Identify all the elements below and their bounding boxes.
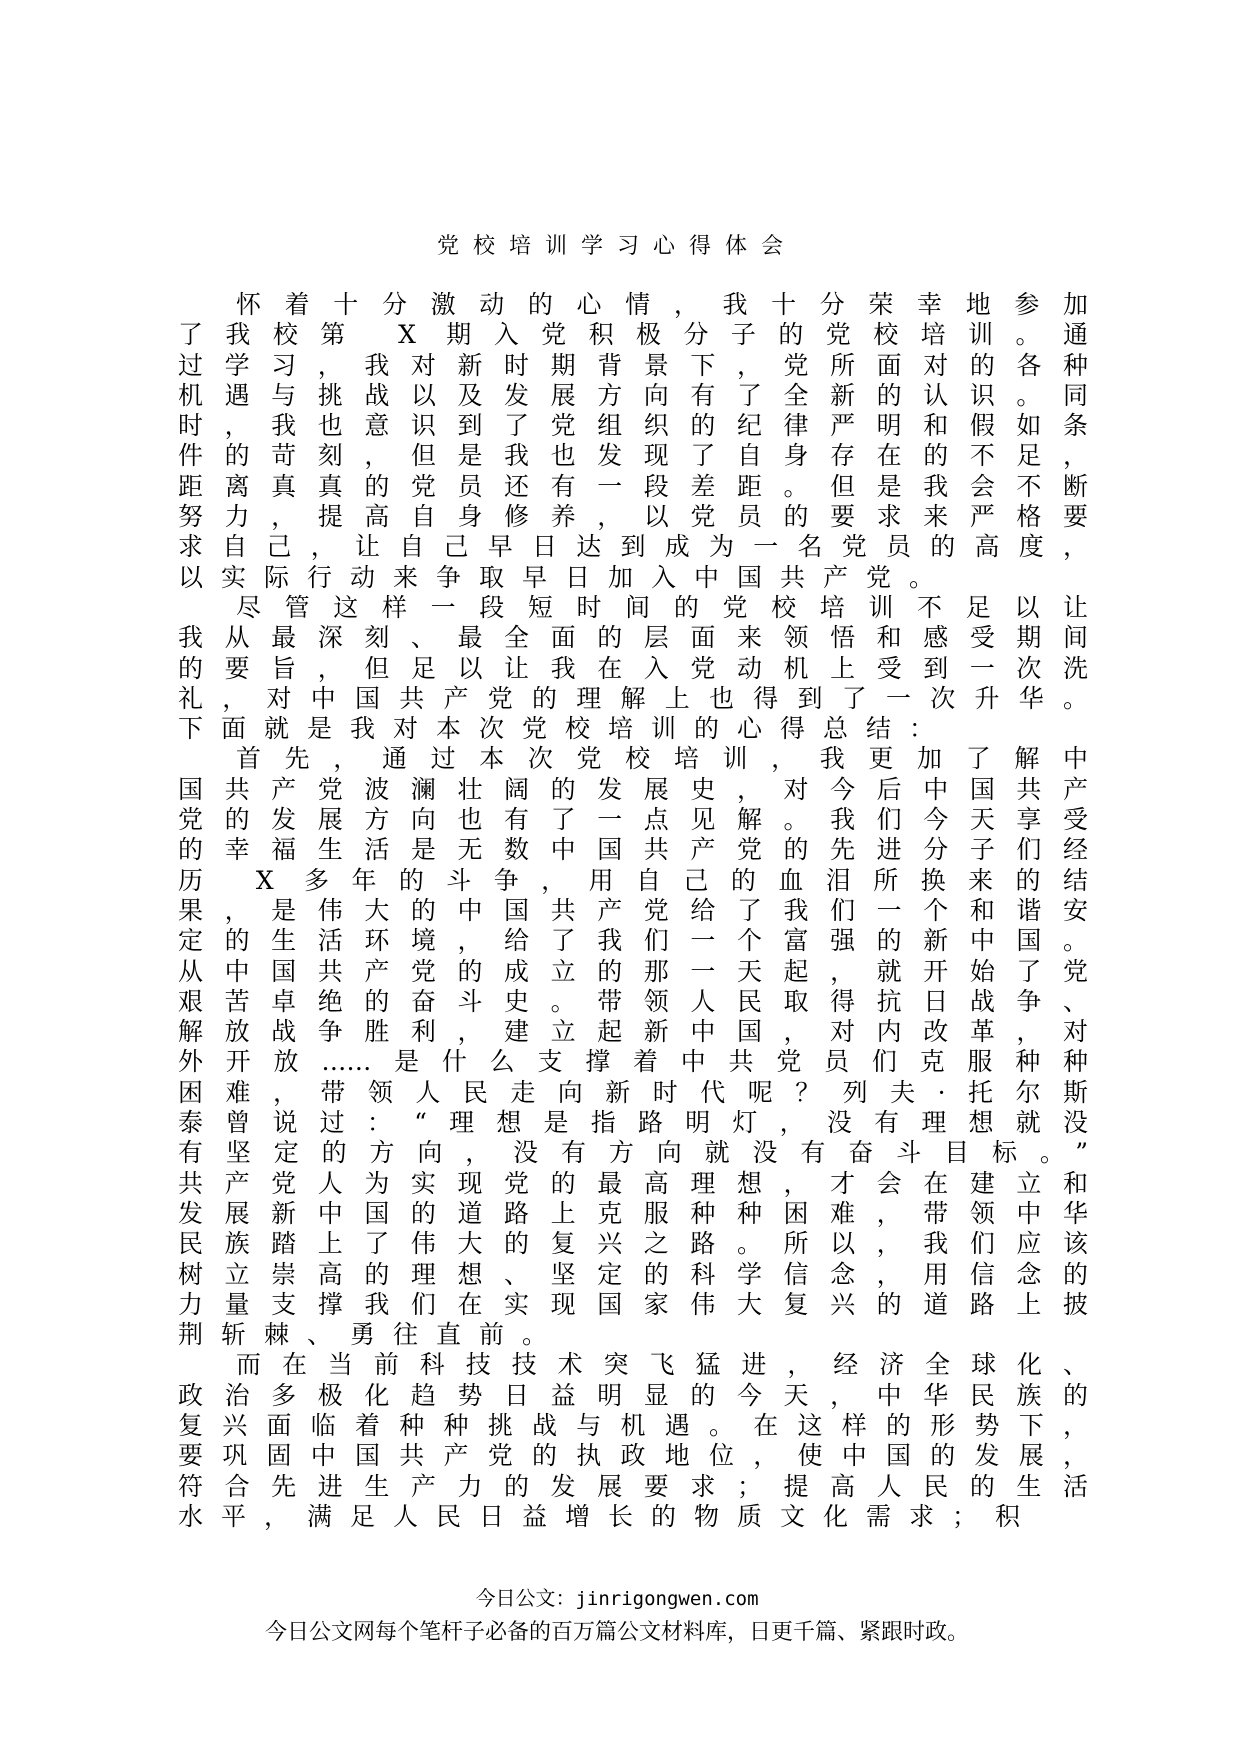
text-line: 水平，满足人民日益增长的物质文化需求；积 (178, 1501, 1039, 1531)
text-line: 艰苦卓绝的奋斗史。带领人民取得抗日战争、 (178, 986, 1088, 1016)
text-line: 怀着十分激动的心情，我十分荣幸地参加 (236, 290, 1088, 319)
text-line: 首先，通过本次党校培训，我更加了解中 (236, 744, 1088, 774)
text-line: 荆斩棘、勇往直前。 (178, 1320, 566, 1350)
text-line: 国共产党波澜壮阔的发展史，对今后中国共产 (178, 774, 1088, 804)
text-line: 树立崇高的理想、坚定的科学信念，用信念的 (178, 1259, 1088, 1289)
text-line: 尽管这样一段短时间的党校培训不足以让 (236, 592, 1088, 622)
text-line: 困难，带领人民走向新时代呢？列夫·托尔斯 (178, 1077, 1088, 1107)
text-line: 符合先进生产力的发展要求；提高人民的生活 (178, 1471, 1088, 1501)
text-line: 而在当前科技技术突飞猛进，经济全球化、 (236, 1350, 1088, 1380)
text-line: 求自己，让自己早日达到成为一名党员的高度， (178, 532, 1088, 562)
paragraph (178, 1350, 1088, 1532)
text-line: 共产党人为实现党的最高理想，才会在建立和 (178, 1168, 1088, 1198)
text-line: 定的生活环境，给了我们一个富强的新中国。 (178, 926, 1088, 956)
footer-site-label: 今日公文： (475, 1586, 576, 1610)
text-line: 了我校第 X 期入党积极分子的党校培训。通 (178, 320, 1088, 350)
text-line: 努力，提高自身修养，以党员的要求来严格要 (178, 502, 1088, 532)
text-line: 下面就是我对本次党校培训的心得总结： (178, 714, 953, 744)
text-line: 解放战争胜利，建立起新中国，对内改革，对 (178, 1017, 1088, 1047)
text-line: 过学习，我对新时期背景下，党所面对的各种 (178, 350, 1088, 380)
footer-slogan: 今日公文网每个笔杆子必备的百万篇公文材料库，日更千篇、紧跟时政。 (264, 1620, 969, 1645)
text-line: 礼，对中国共产党的理解上也得到了一次升华。 (178, 683, 1088, 713)
text-line: 发展新中国的道路上克服种种困难，带领中华 (178, 1198, 1088, 1228)
text-line: 件的苛刻，但是我也发现了自身存在的不足， (178, 441, 1088, 471)
text-line: 从中国共产党的成立的那一天起，就开始了党 (178, 956, 1088, 986)
text-line: 复兴面临着种种挑战与机遇。在这样的形势下， (178, 1410, 1088, 1440)
paragraph (178, 290, 1088, 593)
footer-site-url[interactable]: jinrigongwen.com (575, 1588, 759, 1610)
document-body (178, 290, 1088, 1532)
text-line: 历 X 多年的斗争，用自己的血泪所换来的结 (178, 865, 1088, 895)
text-line: 民族踏上了伟大的复兴之路。所以，我们应该 (178, 1229, 1088, 1259)
text-line: 距离真真的党员还有一段差距。但是我会不断 (178, 471, 1088, 501)
text-line: 力量支撑我们在实现国家伟大复兴的道路上披 (178, 1289, 1088, 1319)
text-line: 要巩固中国共产党的执政地位，使中国的发展， (178, 1441, 1088, 1471)
text-line: 党的发展方向也有了一点见解。我们今天享受 (178, 805, 1088, 835)
paragraph (178, 744, 1088, 1350)
text-line: 我从最深刻、最全面的层面来领悟和感受期间 (178, 623, 1088, 653)
text-line: 的幸福生活是无数中国共产党的先进分子们经 (178, 835, 1088, 865)
footer-site (0, 1584, 1234, 1613)
paragraph (178, 593, 1088, 744)
text-line: 以实际行动来争取早日加入中国共产党。 (178, 562, 953, 592)
text-line: 有坚定的方向，没有方向就没有奋斗目标。” (178, 1138, 1088, 1168)
text-line: 的要旨，但足以让我在入党动机上受到一次洗 (178, 653, 1088, 683)
text-line: 泰曾说过：“理想是指路明灯，没有理想就没 (178, 1108, 1088, 1138)
text-line: 机遇与挑战以及发展方向有了全新的认识。同 (178, 380, 1088, 410)
text-line: 时，我也意识到了党组织的纪律严明和假如条 (178, 411, 1088, 441)
document-title: 党校培训学习心得体会 (436, 234, 797, 259)
text-line: 外开放……是什么支撑着中共党员们克服种种 (178, 1047, 1088, 1077)
text-line: 果，是伟大的中国共产党给了我们一个和谐安 (178, 895, 1088, 925)
text-line: 政治多极化趋势日益明显的今天，中华民族的 (178, 1380, 1088, 1410)
